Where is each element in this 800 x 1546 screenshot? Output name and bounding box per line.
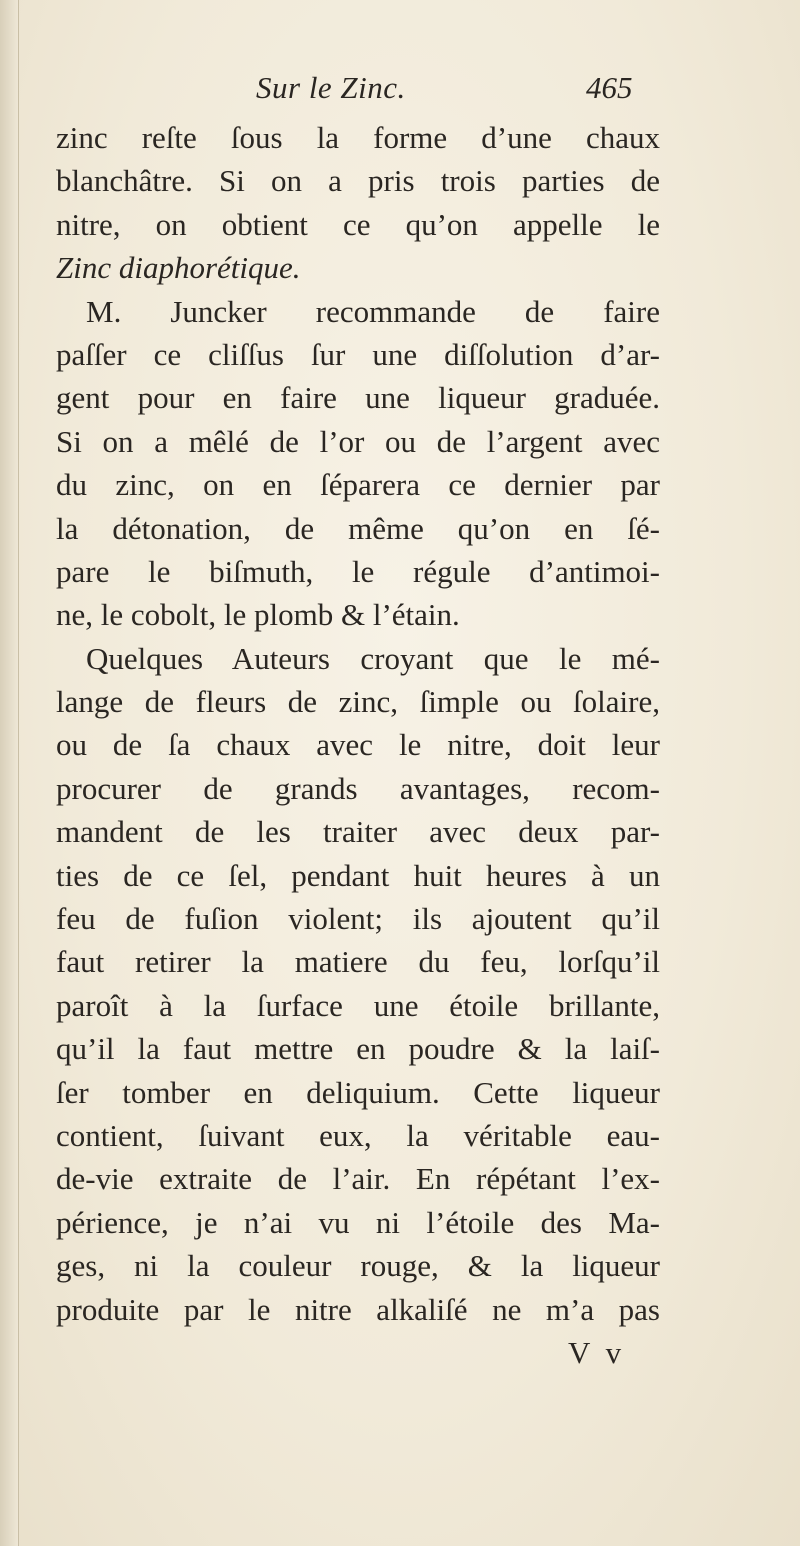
text-line: ties de ce ſel, pendant huit heures à un — [56, 857, 660, 893]
text-line: paroît à la ſurface une étoile brillante, — [56, 987, 660, 1023]
text-line: ges, ni la couleur rouge, & la liqueur — [56, 1248, 660, 1284]
signature-mark: V v — [568, 1335, 626, 1370]
text-line: M. Juncker recommande de faire — [86, 293, 660, 329]
text-line: ſer tomber en deliquium. Cette liqueur — [56, 1074, 660, 1110]
text-line: nitre, on obtient ce qu’on appelle le — [56, 206, 660, 242]
text-line: pare le biſmuth, le régule d’antimoi- — [56, 553, 660, 589]
text-line: ne, le cobolt, le plomb & l’étain. — [56, 597, 460, 633]
text-line: produite par le nitre alkaliſé ne m’a pas — [56, 1291, 660, 1327]
text-line: paſſer ce cliſſus ſur une diſſolution d’ar- — [56, 336, 660, 372]
text-line: qu’il la faut mettre en poudre & la laiſ- — [56, 1031, 660, 1067]
text-line: du zinc, on en ſéparera ce dernier par — [56, 467, 660, 503]
text-line: zinc reſte ſous la forme d’une chaux — [56, 120, 660, 155]
text-line: Zinc diaphorétique. — [56, 250, 301, 286]
text-line: périence, je n’ai vu ni l’étoile des Ma- — [56, 1204, 660, 1240]
text-line: blanchâtre. Si on a pris trois parties de — [56, 163, 660, 199]
text-line: mandent de les traiter avec deux par- — [56, 814, 660, 850]
text-line: la détonation, de même qu’on en ſé- — [56, 510, 660, 546]
running-head: Sur le Zinc. — [256, 70, 406, 105]
text-line: faut retirer la matiere du feu, lorſqu’il — [56, 944, 660, 980]
text-line: de-vie extraite de l’air. En répétant l’ex- — [56, 1161, 660, 1197]
text-line: Quelques Auteurs croyant que le mé- — [86, 640, 660, 676]
page-number: 465 — [586, 70, 633, 105]
text-line: feu de fuſion violent; ils ajoutent qu’il — [56, 901, 660, 937]
page-header — [56, 68, 656, 112]
text-line: Si on a mêlé de l’or ou de l’argent avec — [56, 423, 660, 459]
text-line: ou de ſa chaux avec le nitre, doit leur — [56, 727, 660, 763]
text-line: procurer de grands avantages, recom- — [56, 770, 660, 806]
text-line: contient, ſuivant eux, la véritable eau- — [56, 1117, 660, 1153]
body-text — [56, 116, 660, 1331]
text-line: gent pour en faire une liqueur graduée. — [56, 380, 660, 416]
page-gutter — [0, 0, 19, 1546]
text-line: lange de fleurs de zinc, ſimple ou ſolaire, — [56, 684, 660, 720]
